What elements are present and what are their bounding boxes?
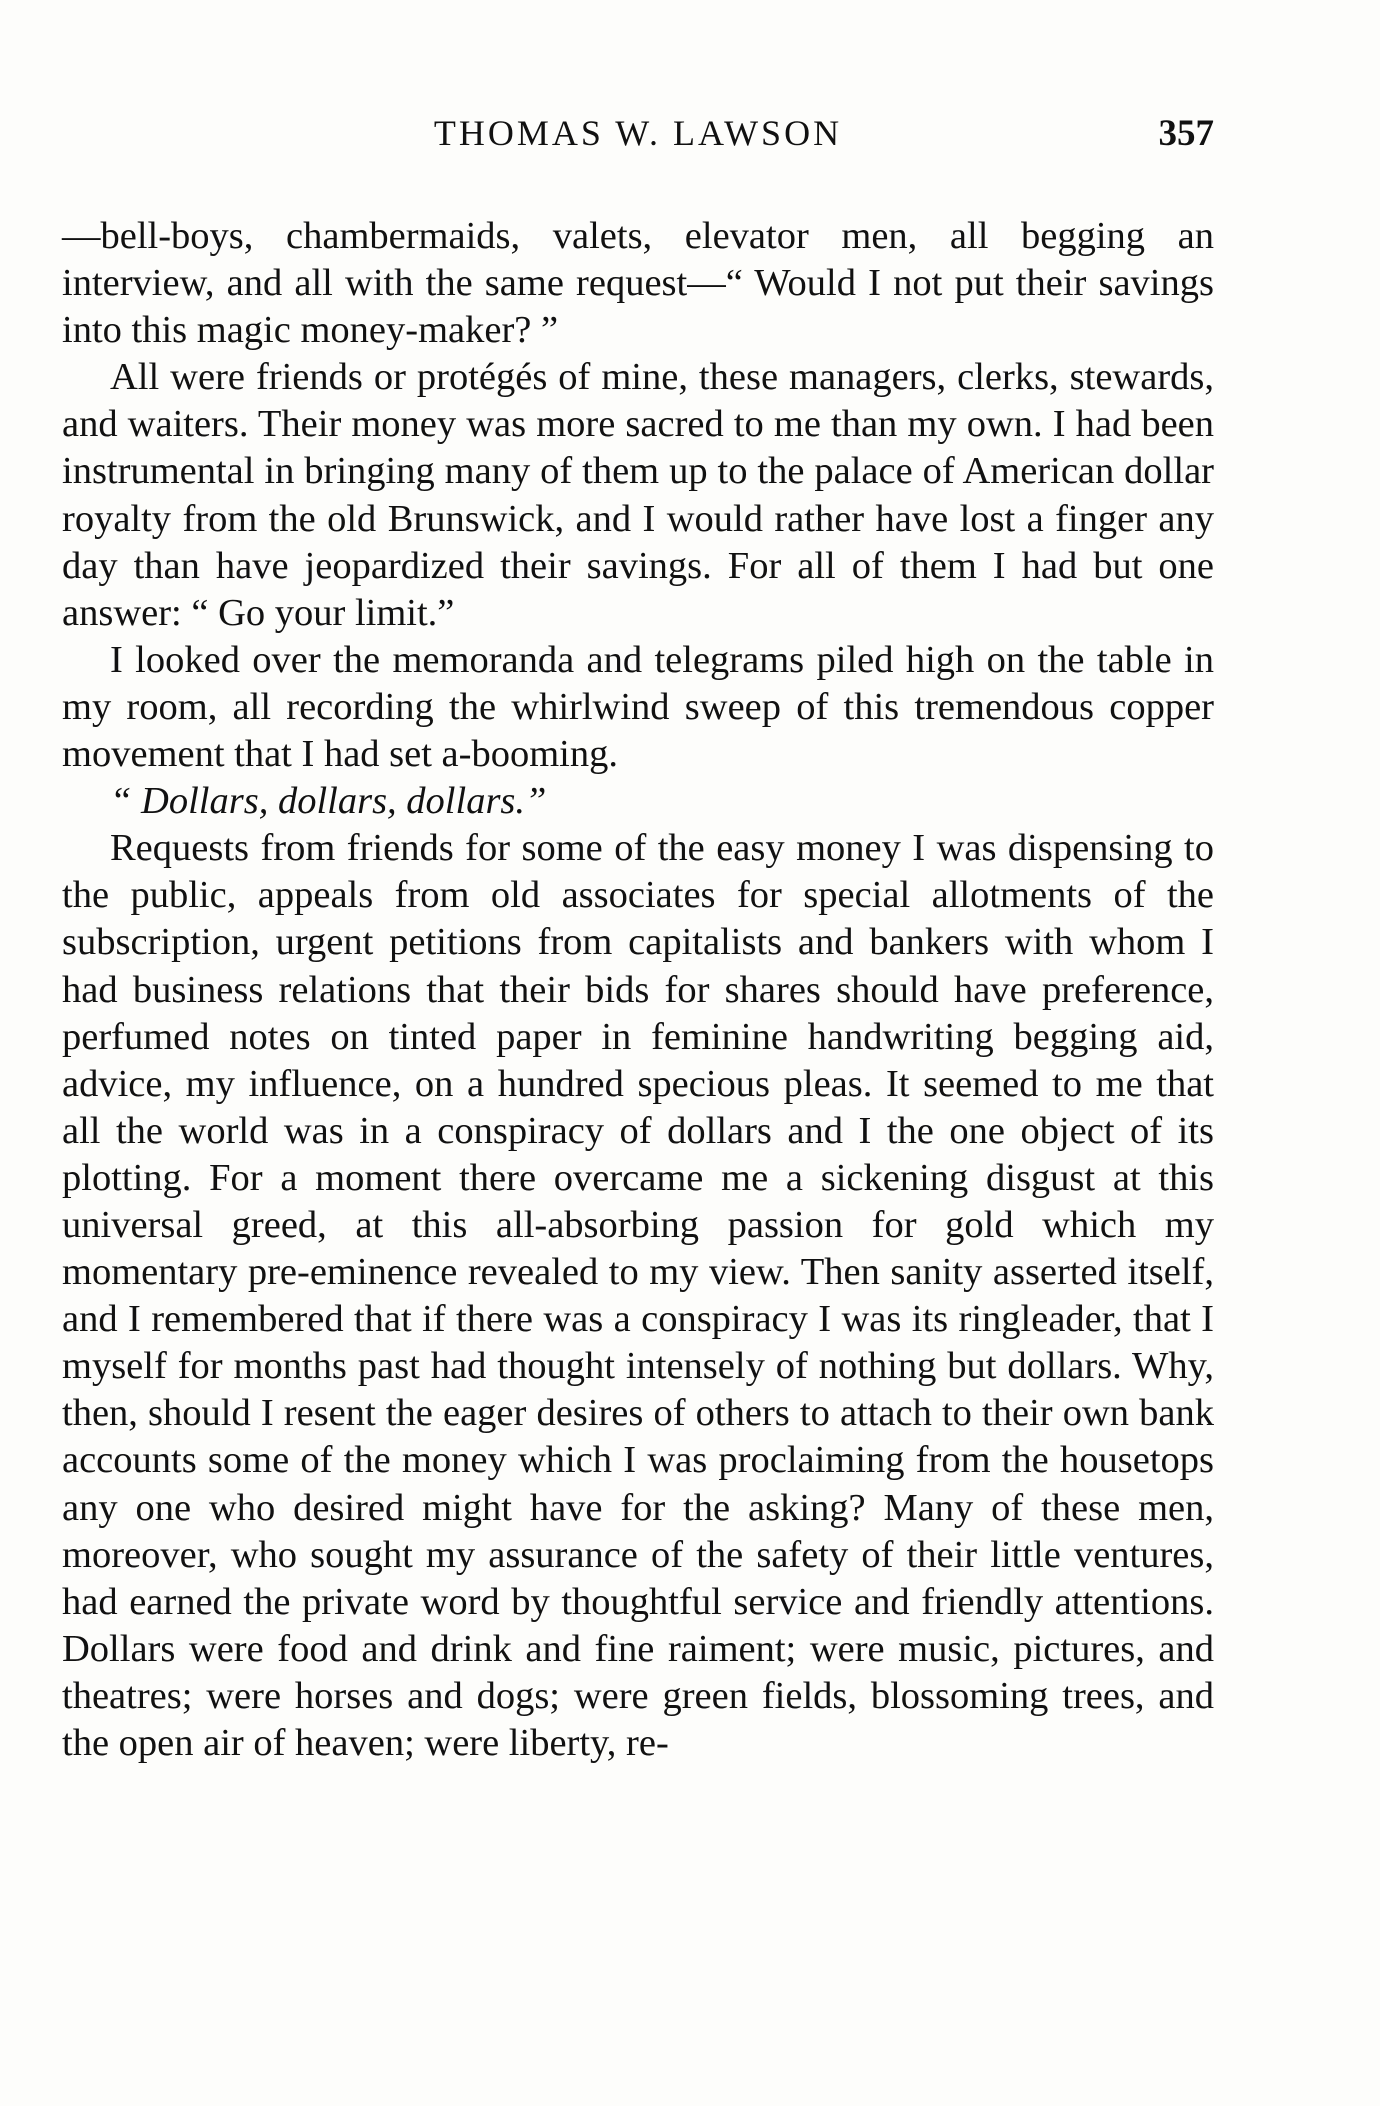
paragraph-proteges: All were friends or protégés of mine, these managers, clerks, stewards, and waiters. Their money was more sacred to me than my own. I had been instrumental in bringing many of them up to the palace of American dollar royalty from the old Brunswick, and I would rather have lost a finger any day than have jeopardized their savings. For all of them I had but one answer: “ Go your limit.” [62, 356, 1214, 634]
body-text [62, 213, 1214, 1767]
page-number: 357 [1158, 113, 1214, 154]
paragraph-dollars-exclamation: “ Dollars, dollars, dollars.” [110, 780, 547, 823]
running-title: THOMAS W. LAWSON [433, 113, 843, 153]
paragraph-requests: Requests from friends for some of the easy money I was dispensing to the public, appeals from old associates for special allotments of the subscription, urgent petitions from capitalists and bankers with whom I had business relations that their bids for shares should have preference, perfumed notes on tinted paper in feminine handwriting begging aid, advice, my influence, on a hundred specious pleas. It seemed to me that all the world was in a conspiracy of dollars and I the one object of its plotting. For a moment there overcame me a sickening disgust at this universal greed, at this all-absorbing passion for gold which my momentary pre-eminence revealed to my view. Then sanity asserted itself, and I remembered that if there was a conspiracy I was its ringleader, that I myself for months past had thought intensely of nothing but dollars. Why, then, should I resent the eager desires of others to attach to their own bank accounts some of the money which I was proclaiming from the housetops any one who desired might have for the asking? Many of these men, moreover, who sought my assurance of the safety of their little ventures, had earned the private word by thoughtful service and friendly attentions. Dollars were food and drink and fine raiment; were music, pictures, and theatres; were horses and dogs; were green fields, blossoming trees, and the open air of heaven; were liberty, re- [62, 827, 1214, 1764]
paragraph-memoranda: I looked over the memoranda and telegrams piled high on the table in my room, all recording the whirlwind sweep of this tremendous copper movement that I had set a-booming. [62, 638, 1214, 776]
running-head [62, 112, 1214, 168]
paragraph-continuation: —bell-boys, chambermaids, valets, elevator men, all begging an interview, and all with the same request—“ Would I not put their savings into this magic money-maker? ” [62, 215, 1214, 352]
